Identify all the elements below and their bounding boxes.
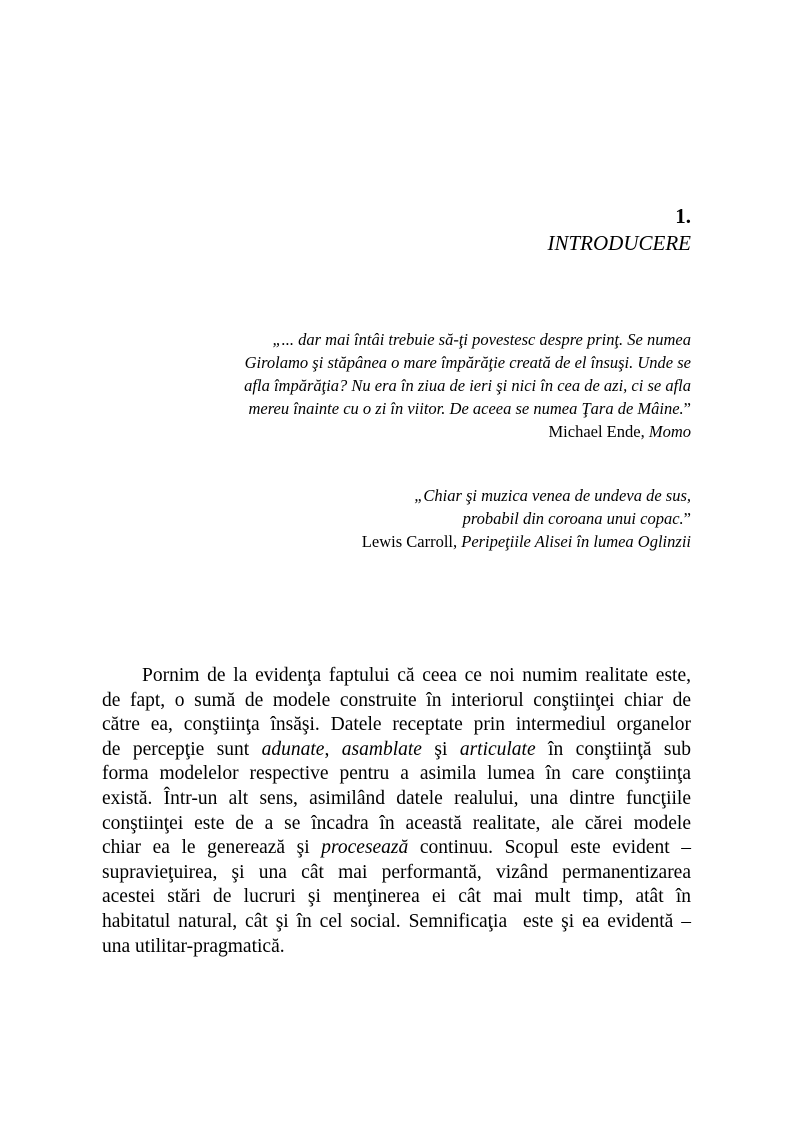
text-segment: una utilitar-pragmatică. xyxy=(102,935,285,957)
epigraph-2 xyxy=(231,484,691,553)
epigraph-1-line: Girolamo şi stăpânea o mare împărăţie creată de el însuşi. Unde se xyxy=(244,353,691,372)
paragraph-line xyxy=(102,935,691,960)
text-segment: acestei stări de lucruri şi menţinerea ei cât mai mult timp, atât în xyxy=(102,886,691,908)
text-segment: către ea, conştiinţa însăşi. Datele receptate prin intermediul organelor xyxy=(102,714,691,736)
epigraph-1-work: Momo xyxy=(648,422,691,441)
paragraph-line xyxy=(102,689,691,714)
paragraph-line xyxy=(102,910,691,935)
emphasis-text: procesează xyxy=(321,837,409,859)
paragraph-line xyxy=(102,738,691,763)
epigraph-2-author: Lewis Carroll, xyxy=(361,532,462,551)
epigraph-1-closing-quote: ” xyxy=(683,399,691,418)
epigraph-1 xyxy=(131,328,691,443)
epigraph-2-closing-quote: ” xyxy=(683,509,691,528)
emphasis-text: asamblate xyxy=(341,738,422,760)
epigraph-2-text: probabil din coroana unui copac. xyxy=(462,509,684,528)
text-segment: de fapt, o sumă de modele construite în interiorul conştiinţei chiar de xyxy=(102,689,691,711)
chapter-title: INTRODUCERE xyxy=(547,231,691,255)
text-segment: forma modelelor respective pentru a asimila lumea în care conştiinţa xyxy=(102,763,691,785)
text-segment: Pornim de la evidenţa faptului că ceea ce noi numim realitate este, xyxy=(142,665,691,686)
epigraph-1-author: Michael Ende, xyxy=(548,422,649,441)
epigraph-1-attribution xyxy=(131,420,691,443)
text-segment: de percepţie sunt xyxy=(102,738,262,760)
epigraph-2-attribution xyxy=(231,530,691,553)
text-segment: şi xyxy=(421,738,460,760)
chapter-number: 1. xyxy=(675,204,691,228)
emphasis-text: articulate xyxy=(459,738,536,760)
epigraph-2-work: Peripeţiile Alisei în lumea Oglinzii xyxy=(461,532,691,551)
paragraph-line xyxy=(102,762,691,787)
epigraph-1-text: mereu înainte cu o zi în viitor. De aceea se numea Ţara de Mâine. xyxy=(248,399,684,418)
paragraph-line xyxy=(102,861,691,886)
epigraph-2-line: „Chiar şi muzica venea de undeva de sus, xyxy=(414,486,691,505)
text-segment: habitatul natural, cât şi în cel social. Semnificaţia este şi ea evidentă – xyxy=(102,910,691,932)
epigraph-1-line: afla împărăţia? Nu era în ziua de ieri şi nici în cea de azi, ci se afla xyxy=(244,376,691,395)
epigraph-2-line xyxy=(231,507,691,530)
text-segment: există. Într-un alt sens, asimilând datele realului, una dintre funcţiile xyxy=(102,787,691,809)
paragraph-line xyxy=(102,664,691,689)
text-segment: conştiinţei este de a se încadra în această realitate, ale cărei modele xyxy=(102,812,691,834)
text-segment: continuu. Scopul este evident – xyxy=(408,837,691,859)
text-segment: , xyxy=(324,738,342,760)
paragraph-line xyxy=(102,713,691,738)
text-segment: în conştiinţă sub xyxy=(535,738,691,760)
paragraph-line xyxy=(102,885,691,910)
paragraph-line xyxy=(102,812,691,837)
epigraph-1-line: „... dar mai întâi trebuie să-ţi povestesc despre prinţ. Se numea xyxy=(272,330,691,349)
body-paragraph xyxy=(102,664,691,959)
text-segment: chiar ea le generează şi xyxy=(102,837,322,859)
text-segment: supravieţuirea, şi una cât mai performantă, vizând permanentizarea xyxy=(102,861,691,883)
emphasis-text: adunate xyxy=(261,738,325,760)
epigraph-1-line xyxy=(131,397,691,420)
paragraph-line xyxy=(102,787,691,812)
paragraph-line xyxy=(102,836,691,861)
